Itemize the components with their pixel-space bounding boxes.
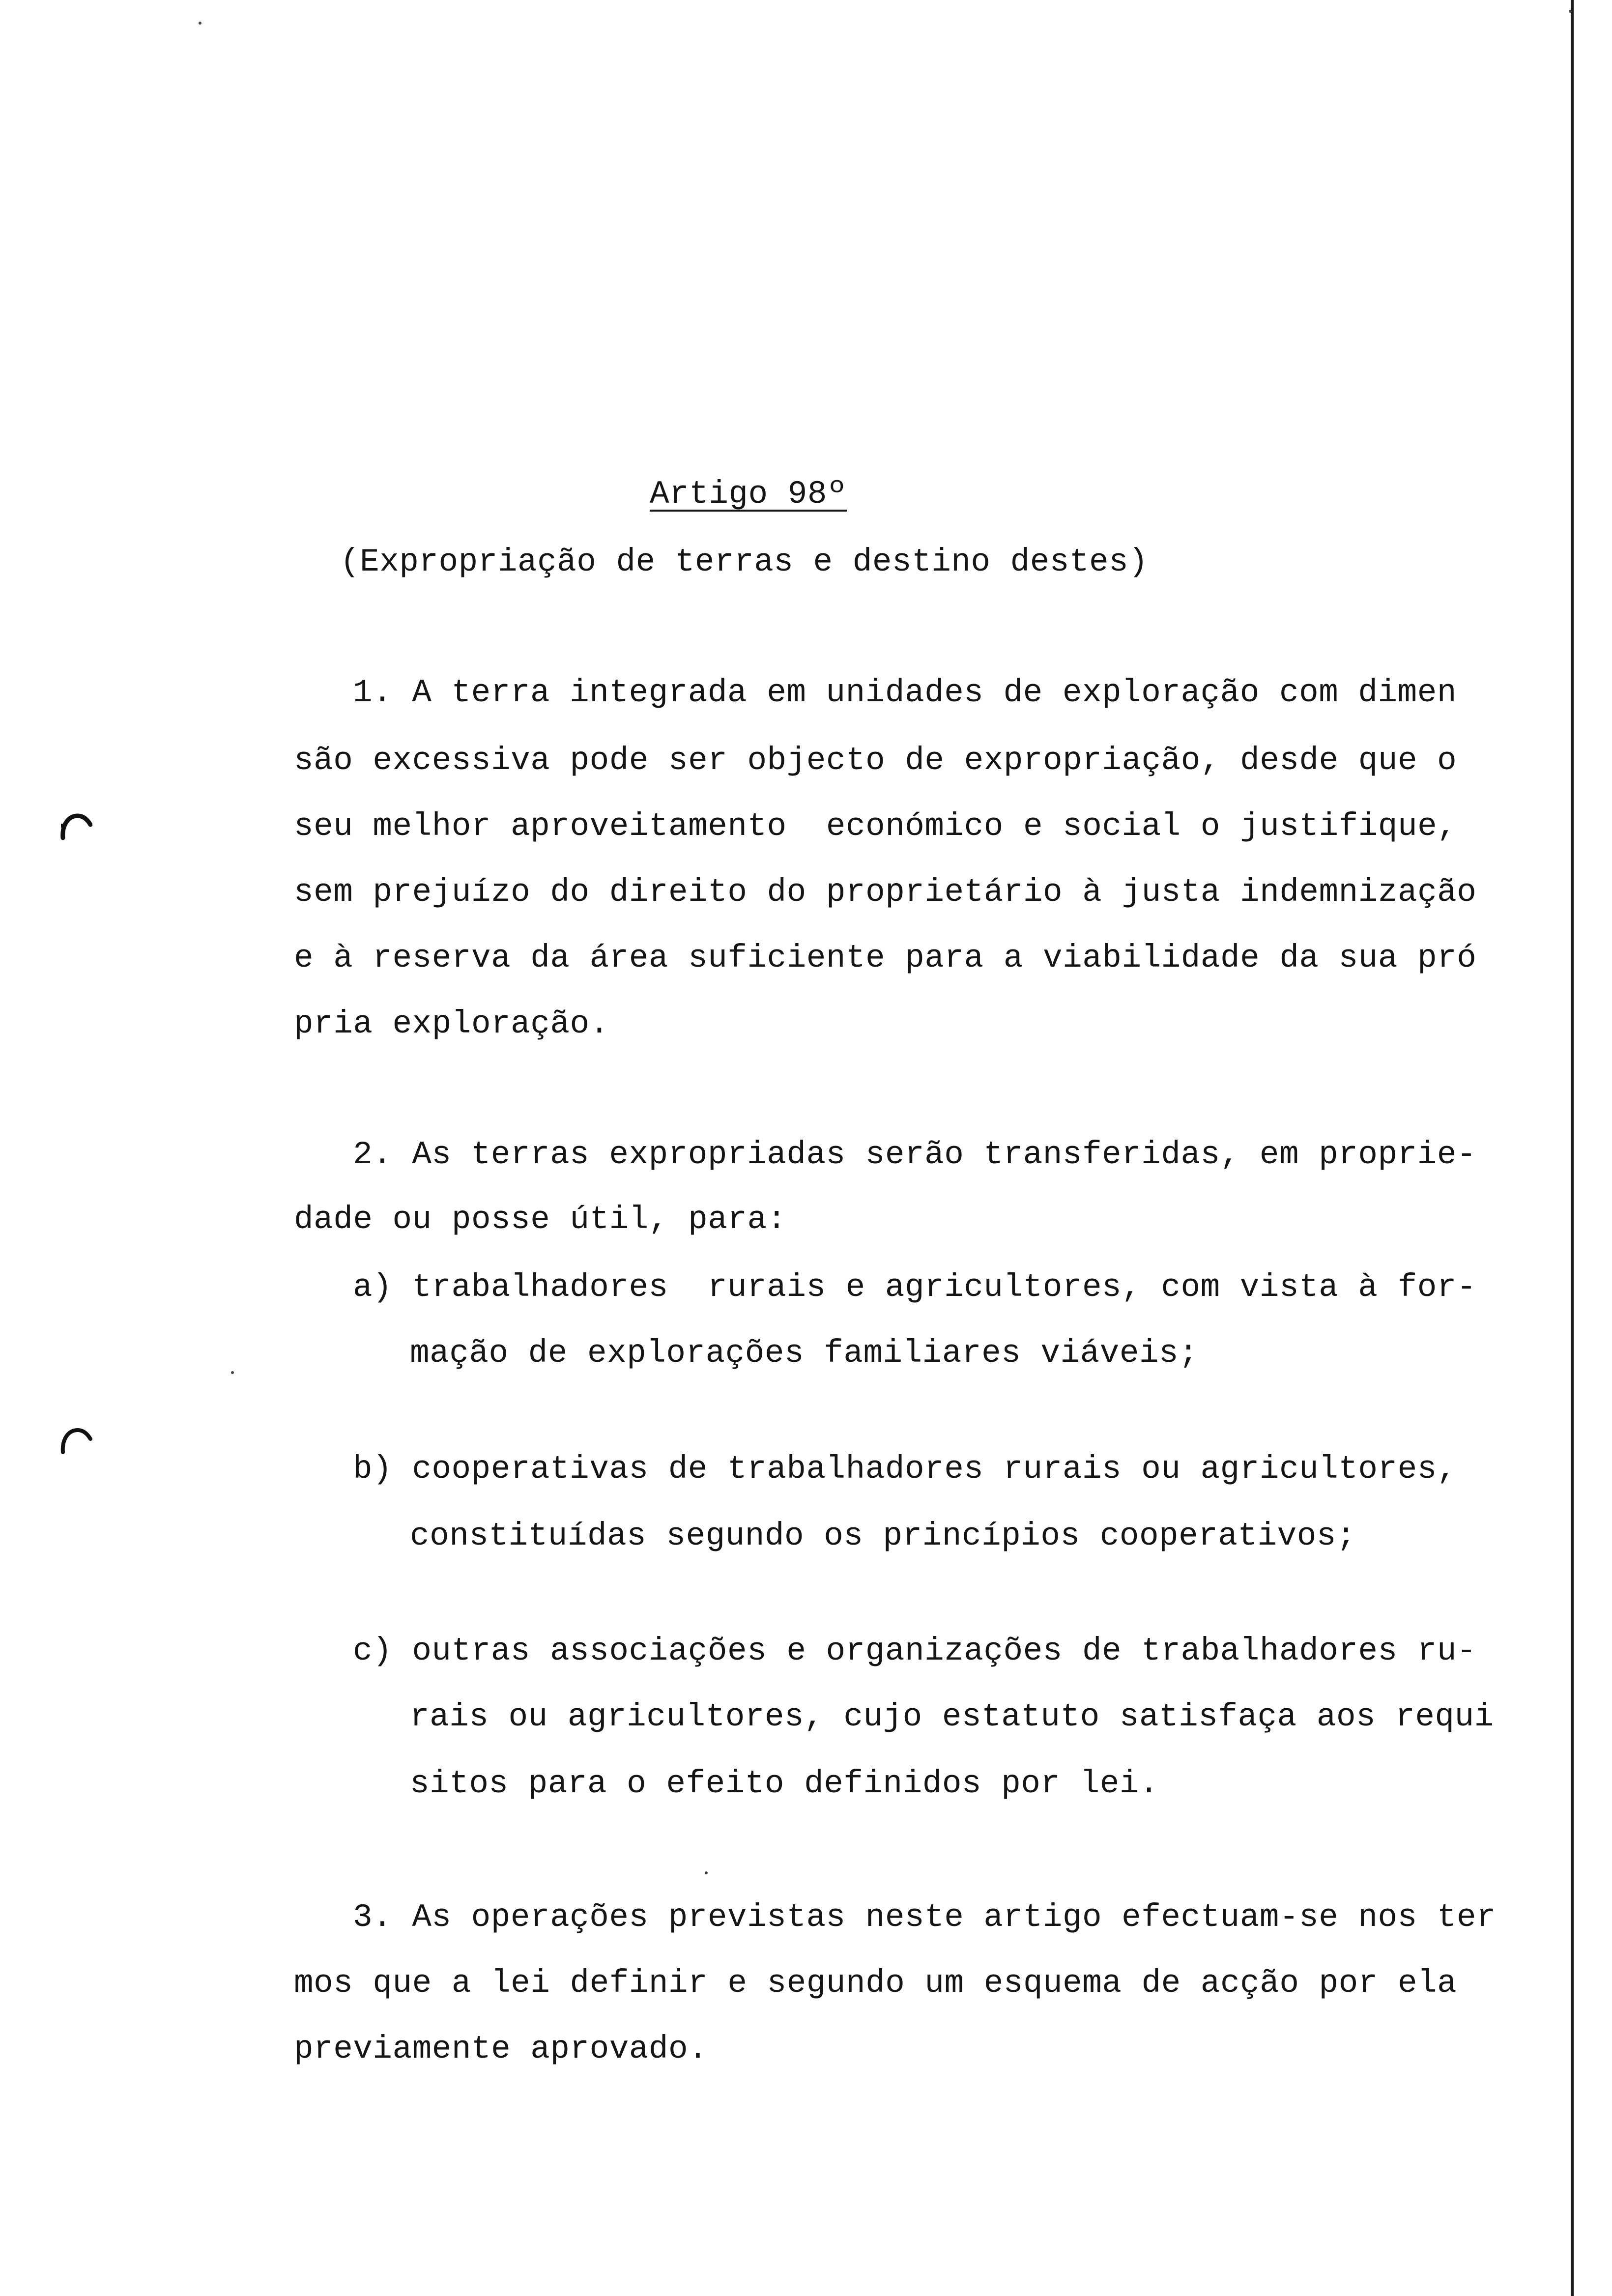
paragraph-2-line: 2. As terras expropriadas serão transferidas, em proprie-	[353, 1136, 1477, 1173]
article-subtitle: (Expropriação de terras e destino destes)	[340, 544, 1149, 580]
punch-mark-icon	[58, 1425, 92, 1455]
paragraph-3-line: mos que a lei definir e segundo um esquema de acção por ela	[294, 1965, 1457, 2002]
list-item-c-line: rais ou agricultores, cujo estatuto satisfaça aos requi	[410, 1698, 1494, 1735]
page-edge-rule	[1571, 0, 1574, 2296]
paragraph-2-line: dade ou posse útil, para:	[294, 1201, 787, 1238]
list-item-b-line: constituídas segundo os princípios cooperativos;	[410, 1518, 1356, 1554]
paragraph-3-line: 3. As operações previstas neste artigo efectuam-se nos ter	[353, 1899, 1497, 1936]
list-item-b-line: b) cooperativas de trabalhadores rurais ou agricultores,	[353, 1451, 1457, 1488]
punch-mark-icon	[58, 811, 92, 840]
scan-speck	[231, 1371, 234, 1374]
list-item-a-line: mação de explorações familiares viáveis;	[410, 1335, 1199, 1372]
paragraph-1-line: pria exploração.	[294, 1005, 609, 1042]
list-item-a-line: a) trabalhadores rurais e agricultores, com vista à for-	[353, 1269, 1477, 1306]
paragraph-1-line: são excessiva pode ser objecto de expropriação, desde que o	[294, 742, 1457, 779]
scan-speck	[705, 1871, 708, 1874]
paragraph-1-line: e à reserva da área suficiente para a viabilidade da sua pró	[294, 940, 1477, 976]
scan-speck	[199, 22, 202, 25]
paragraph-1-line: sem prejuízo do direito do proprietário à justa indemnização	[294, 874, 1477, 911]
paragraph-3-line: previamente aprovado.	[294, 2031, 708, 2067]
list-item-c-line: c) outras associações e organizações de trabalhadores ru-	[353, 1633, 1477, 1669]
paragraph-1-line: 1. A terra integrada em unidades de exploração com dimen	[353, 674, 1457, 711]
list-item-c-line: sitos para o efeito definidos por lei.	[410, 1765, 1159, 1802]
article-title: Artigo 98º	[650, 476, 847, 513]
scan-speck	[1569, 10, 1572, 13]
paragraph-1-line: seu melhor aproveitamento económico e social o justifique,	[294, 808, 1457, 845]
